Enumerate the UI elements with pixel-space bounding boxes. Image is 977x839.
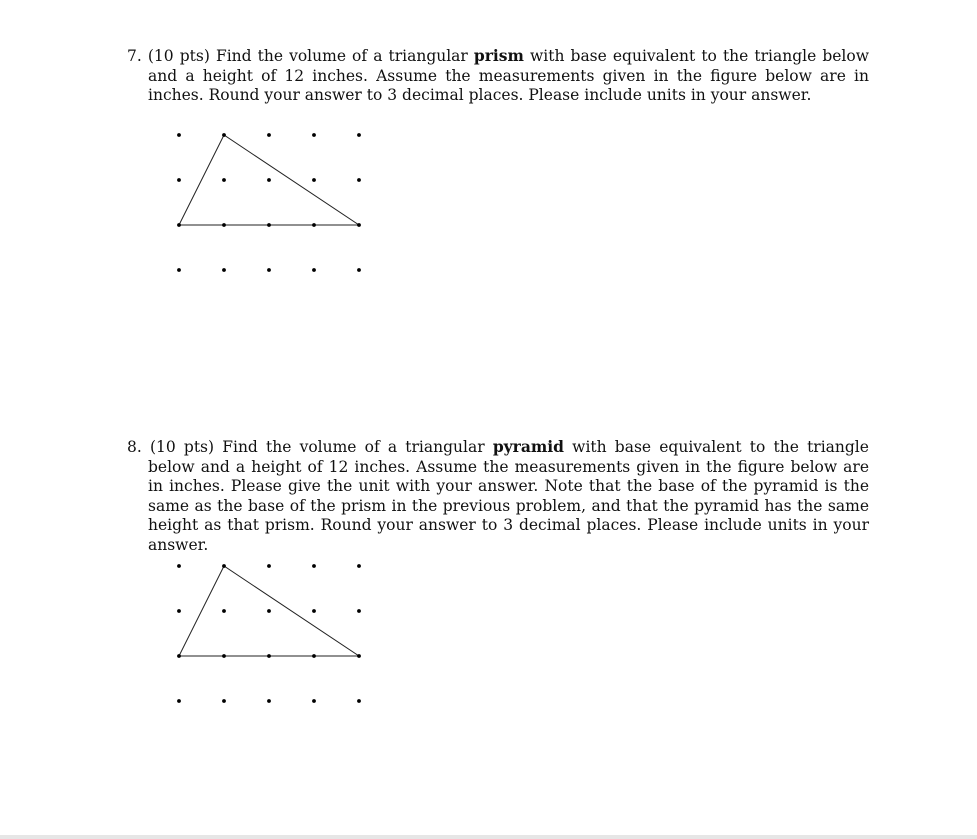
grid-dot bbox=[312, 223, 316, 227]
grid-dot bbox=[357, 223, 361, 227]
grid-dot bbox=[177, 699, 181, 703]
grid-dot bbox=[267, 564, 271, 568]
triangle-dot-grid bbox=[170, 126, 370, 276]
problem-8-text-before: Find the volume of a triangular bbox=[222, 438, 485, 456]
problem-8 bbox=[127, 437, 869, 556]
grid-dot bbox=[267, 654, 271, 658]
grid-dot bbox=[267, 223, 271, 227]
grid-dot bbox=[267, 699, 271, 703]
grid-dot bbox=[222, 178, 226, 182]
grid-dot bbox=[357, 268, 361, 272]
grid-dot bbox=[312, 564, 316, 568]
grid-dot bbox=[267, 609, 271, 613]
grid-dot bbox=[177, 564, 181, 568]
grid-dot bbox=[177, 178, 181, 182]
grid-dot bbox=[222, 223, 226, 227]
problem-7-dot-grid-figure bbox=[170, 126, 370, 276]
problem-7-number: 7. bbox=[127, 47, 142, 65]
grid-dot bbox=[222, 268, 226, 272]
problem-8-text bbox=[127, 437, 869, 556]
grid-dot bbox=[357, 654, 361, 658]
grid-dot bbox=[177, 133, 181, 137]
grid-dot bbox=[222, 654, 226, 658]
problem-7-text-after: with base equivalent to the triangle below and a height of 12 inches. Assume the measurements given in the figure below are in inches. Round your answer to 3 decimal places. Please include units in your answer. bbox=[148, 47, 869, 105]
grid-dot bbox=[357, 564, 361, 568]
page-bottom-edge bbox=[0, 835, 977, 839]
problem-8-bold-word: pyramid bbox=[492, 437, 564, 456]
grid-dot bbox=[357, 133, 361, 137]
grid-dot bbox=[177, 609, 181, 613]
grid-dot bbox=[177, 654, 181, 658]
problem-7-points: (10 pts) bbox=[147, 47, 210, 65]
grid-dot bbox=[222, 609, 226, 613]
problem-8-dot-grid-figure bbox=[170, 557, 370, 707]
problem-8-points: (10 pts) bbox=[149, 438, 215, 456]
grid-dot bbox=[312, 699, 316, 703]
grid-dot bbox=[177, 223, 181, 227]
grid-dot bbox=[267, 178, 271, 182]
problem-7-bold-word: prism bbox=[473, 46, 524, 65]
grid-dot bbox=[267, 133, 271, 137]
triangle-dot-grid bbox=[170, 557, 370, 707]
grid-dot bbox=[222, 133, 226, 137]
problem-7-text-before: Find the volume of a triangular bbox=[215, 47, 468, 65]
grid-dot bbox=[177, 268, 181, 272]
grid-dot bbox=[222, 699, 226, 703]
problem-8-number: 8. bbox=[127, 438, 142, 456]
grid-dot bbox=[312, 609, 316, 613]
problem-8-text-after: with base equivalent to the triangle below and a height of 12 inches. Assume the measurements given in the figure below are in inches. Please give the unit with your answer. Note that the base of the pyramid is the same as the base of the prism in the previous problem, and that the pyramid has the same height as that prism. Round your answer to 3 decimal places. Please include units in your answer. bbox=[148, 438, 869, 554]
grid-dot bbox=[357, 699, 361, 703]
grid-dot bbox=[357, 609, 361, 613]
grid-dot bbox=[312, 268, 316, 272]
grid-dot bbox=[312, 178, 316, 182]
grid-dot bbox=[357, 178, 361, 182]
grid-dot bbox=[312, 133, 316, 137]
grid-dot bbox=[267, 268, 271, 272]
problem-7-text bbox=[127, 46, 869, 106]
problem-7 bbox=[127, 46, 869, 106]
grid-dot bbox=[312, 654, 316, 658]
grid-dot bbox=[222, 564, 226, 568]
